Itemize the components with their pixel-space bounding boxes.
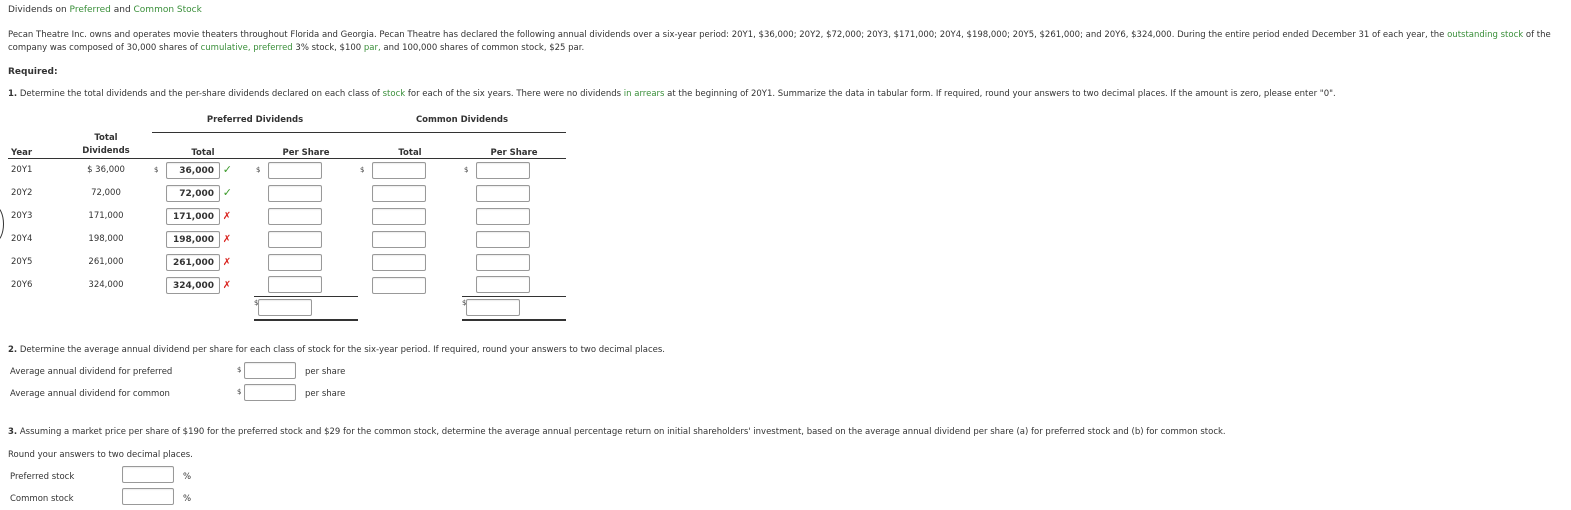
total-dividends-cell: $ 36,000	[87, 165, 125, 176]
comm-per-share-input[interactable]	[476, 231, 530, 248]
comm-per-share-input[interactable]	[476, 254, 530, 271]
question-3-text: 3. Assuming a market price per share of $190 for the preferred stock and $29 for the common stock, determine the average annual percentage return on initial shareholders' investment, based on the average annual dividend per share (a) for preferred stock and (b) for common stock.	[8, 427, 1226, 437]
comm-per-share-input[interactable]	[476, 185, 530, 202]
avg-common-input[interactable]	[244, 384, 296, 401]
table-row	[8, 274, 566, 297]
pref-per-share-total-input[interactable]	[258, 299, 312, 316]
year-cell: 20Y2	[11, 188, 33, 198]
pref-total-input[interactable]: 261,000	[166, 254, 220, 271]
pref-total-input[interactable]: 198,000	[166, 231, 220, 248]
comm-total-input[interactable]	[372, 162, 426, 179]
comm-per-share-sum-cell: $	[462, 297, 566, 320]
group-header-preferred: Preferred Dividends	[152, 109, 358, 132]
question-2-text: 2. Determine the average annual dividend per share for each class of stock for the six-year period. If required, round your answers to two decimal places.	[8, 345, 665, 355]
total-dividends-cell: 171,000	[88, 211, 124, 221]
comm-total-input[interactable]	[372, 254, 426, 271]
link-cumulative-preferred[interactable]: cumulative, preferred	[200, 43, 293, 53]
pref-per-share-sum-cell: $	[254, 297, 358, 320]
pref-per-share-input[interactable]	[268, 162, 322, 179]
incorrect-x-icon: ✗	[222, 279, 232, 291]
table-row	[8, 251, 566, 274]
incorrect-x-icon: ✗	[222, 256, 232, 268]
table-row	[8, 182, 566, 205]
pref-per-share-input[interactable]	[268, 208, 322, 225]
col-header-total-dividends: Total Dividends	[60, 132, 152, 159]
return-preferred-input[interactable]	[122, 466, 174, 483]
return-common-label: Common stock	[10, 494, 74, 504]
comm-per-share-input[interactable]	[476, 208, 530, 225]
link-in-arrears[interactable]: in arrears	[623, 89, 665, 99]
incorrect-x-icon: ✗	[222, 210, 232, 222]
year-cell: 20Y6	[11, 280, 33, 290]
required-heading: Required:	[8, 67, 58, 77]
problem-description: Pecan Theatre Inc. owns and operates movie theaters throughout Florida and Georgia. Pecan Theatre has declared the following annual dividends over a six-year period: 20Y1, $36,000; 20Y2, $72,000; 20Y3, $171,000; 20Y4, $198,000; 20Y5, $261,000; and 20Y6, $324,000. During the entire period ended December 31 of each year, the outstanding stock of the company was composed of 30,000 shares of cumulative, preferred 3% stock, $100 par, and 100,000 shares of common stock, $25 par.	[8, 30, 1551, 53]
comm-per-share-total-input[interactable]	[466, 299, 520, 316]
pref-total-input[interactable]: 324,000	[166, 277, 220, 294]
avg-common-currency: $	[237, 388, 242, 396]
col-header-pref-per-share: Per Share	[254, 132, 358, 159]
avg-preferred-label: Average annual dividend for preferred	[10, 367, 173, 377]
pref-per-share-input[interactable]	[268, 185, 322, 202]
incorrect-x-icon: ✗	[222, 233, 232, 245]
group-header-common: Common Dividends	[358, 109, 566, 132]
comm-per-share-input[interactable]	[476, 276, 530, 293]
year-cell: 20Y1	[11, 165, 33, 176]
pref-per-share-input[interactable]	[268, 231, 322, 248]
total-dividends-cell: 324,000	[88, 280, 124, 290]
return-preferred-label: Preferred stock	[10, 472, 75, 482]
edge-scroll-marker	[0, 206, 4, 242]
link-outstanding-stock[interactable]: outstanding stock	[1447, 30, 1524, 40]
col-header-year: Year	[8, 132, 60, 159]
table-row: 20Y1 $ 36,000 $ 36,000 ✓ $ $ $	[8, 159, 566, 182]
pref-total-input[interactable]: 171,000	[166, 208, 220, 225]
return-common-input[interactable]	[122, 488, 174, 505]
comm-total-input[interactable]	[372, 185, 426, 202]
comm-total-input[interactable]	[372, 277, 426, 294]
avg-common-label: Average annual dividend for common	[10, 389, 170, 399]
link-stock[interactable]: stock	[382, 89, 406, 99]
avg-common-unit: per share	[305, 389, 346, 399]
pref-per-share-input[interactable]	[268, 276, 322, 293]
question-1-text: 1. Determine the total dividends and the per-share dividends declared on each class of stock for each of the six years. There were no dividends in arrears at the beginning of 20Y1. Summarize the data in tabular form. If required, round your answers to two decimal places. If the amount is zero, please enter "0".	[8, 89, 1336, 99]
col-header-pref-total: Total	[152, 132, 254, 159]
avg-preferred-unit: per share	[305, 367, 346, 377]
comm-per-share-input[interactable]	[476, 162, 530, 179]
round-note: Round your answers to two decimal places.	[8, 450, 193, 460]
pref-total-input[interactable]: 36,000	[166, 162, 220, 179]
table-row	[8, 205, 566, 228]
table-row	[8, 228, 566, 251]
return-common-unit: %	[183, 494, 192, 504]
total-dividends-cell: 261,000	[88, 257, 124, 267]
correct-check-icon: ✓	[222, 162, 232, 176]
total-dividends-cell: 198,000	[88, 234, 124, 244]
dividends-table	[8, 109, 566, 321]
avg-preferred-input[interactable]	[244, 362, 296, 379]
comm-total-input[interactable]	[372, 231, 426, 248]
avg-preferred-currency: $	[237, 366, 242, 374]
link-par[interactable]: par,	[363, 43, 381, 53]
comm-total-input[interactable]	[372, 208, 426, 225]
pref-total-input[interactable]: 72,000	[166, 185, 220, 202]
total-dividends-cell: 72,000	[91, 188, 121, 198]
year-cell: 20Y5	[11, 257, 33, 267]
page-title: Dividends on Preferred and Common Stock	[8, 5, 202, 15]
return-preferred-unit: %	[183, 472, 192, 482]
pref-per-share-input[interactable]	[268, 254, 322, 271]
year-cell: 20Y3	[11, 211, 33, 221]
correct-check-icon: ✓	[222, 185, 232, 199]
col-header-comm-per-share: Per Share	[462, 132, 566, 159]
col-header-comm-total: Total	[358, 132, 462, 159]
year-cell: 20Y4	[11, 234, 33, 244]
